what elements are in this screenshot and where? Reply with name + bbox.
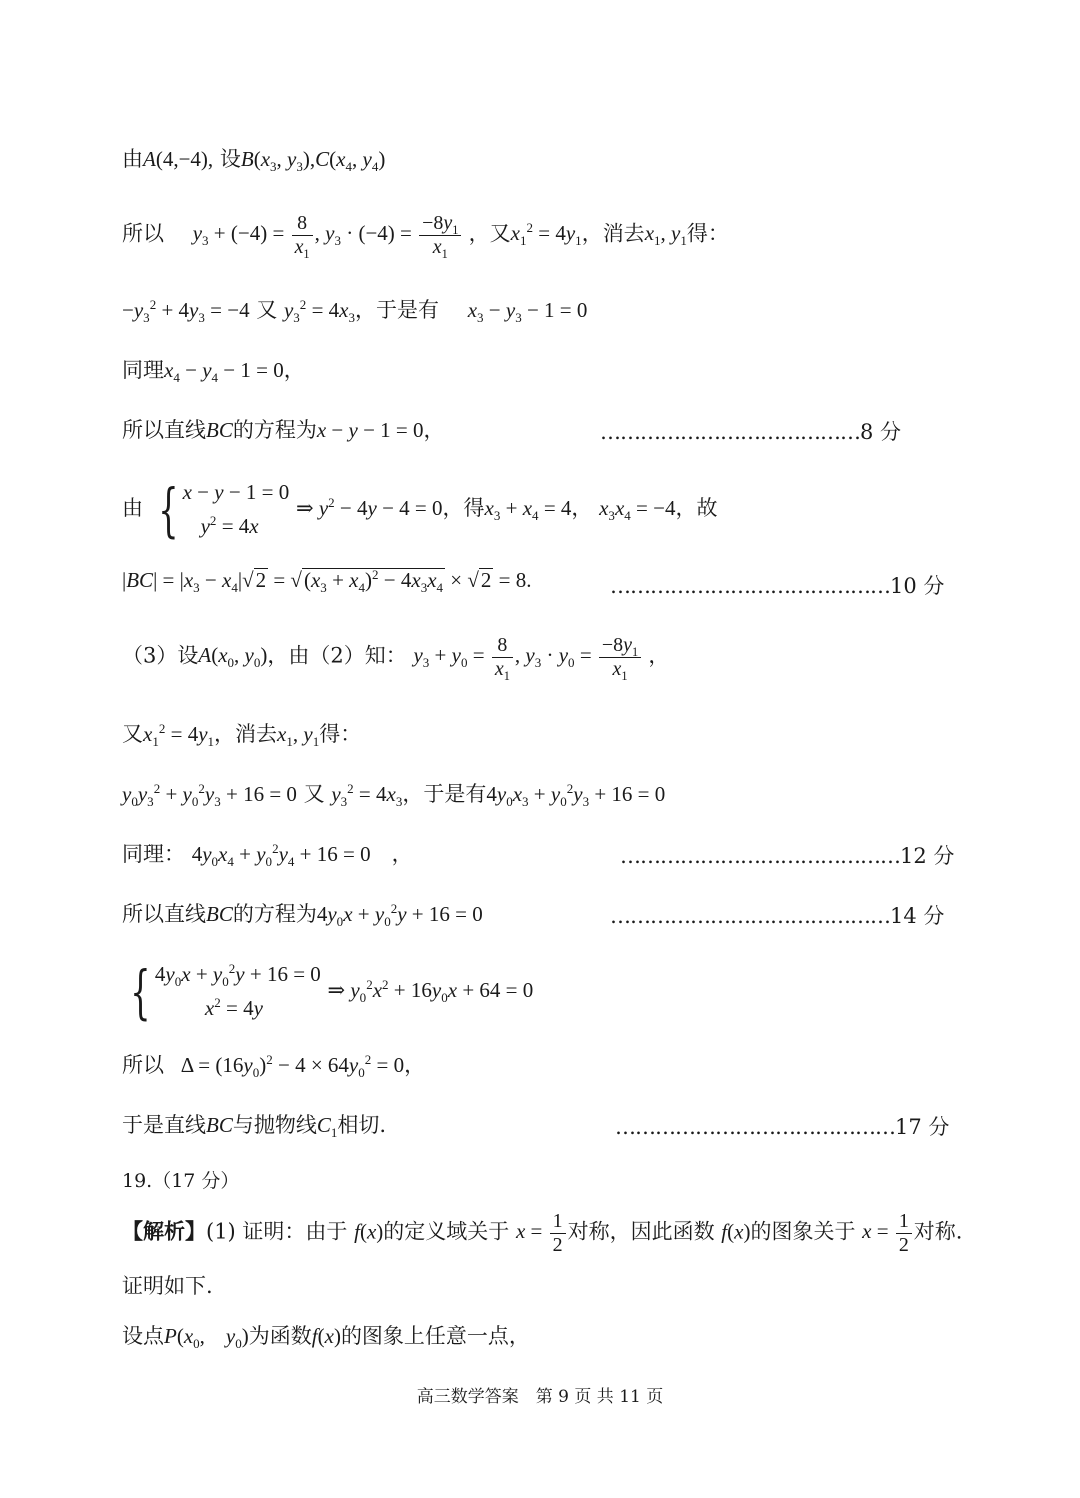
line-system-1: 由 { x − y − 1 = 0 $y^2 = 4x$ ⇒ $y^2 - 4y - 4 = 0$，得$x_3 + x_4 = 4$， $x_3x_4 = -4$，故	[122, 475, 718, 544]
line-point-p: 设点$P(x_0$, $y_0$)为函数f(x)的图象上任意一点，	[122, 1324, 530, 1352]
line-discriminant: 所以 $\Delta = (16y_0)^2 - 4 \times 64y_0^2 = 0$，	[122, 1052, 426, 1081]
fraction: $\frac{1}{2}$	[550, 1210, 566, 1257]
fraction: $\frac{1}{2}$	[896, 1210, 912, 1257]
line-eliminate-2: 又$x_1^2 = 4y_1$，消去$x_1$, $y_1$得：	[122, 721, 362, 750]
score-14: ……………………………………14 分	[610, 904, 945, 928]
page-footer: 高三数学答案 第 9 页 共 11 页	[416, 1387, 664, 1407]
equation-system: $4y_0x + y_0^2y + 16 = 0$ $x^2 = 4y$	[154, 961, 321, 1020]
line-elimination: $-y_3^2 + 4y_3 = -4$ 又 $y_3^2 = 4x_3$，于是有 $x_3 - y_3 - 1 = 0$	[122, 297, 588, 326]
fraction: $\frac{8}{x_1}$	[292, 212, 313, 259]
line-vieta-relations: 所以 $y_3 + (-4)$ = $\frac{8}{x_1}$ , $y_3 \cdot (-4)$ = $\frac{-8y_1}{x_1}$ ，又$x_1^2 = 4y_1$，消去$x_1$, $y_1$得：	[122, 212, 729, 261]
line-similarly: 同理$x_4 - y_4 - 1 = 0$，	[122, 358, 305, 386]
question-19-header: 19.（17 分）	[122, 1170, 240, 1192]
line-system-2: { $4y_0x + y_0^2y + 16 = 0$ $x^2 = 4y$ ⇒ $y_0^2x^2 + 16y_0x + 64 = 0$	[130, 957, 534, 1026]
score-12: ……………………………………12 分	[620, 844, 955, 868]
line-bc-equation-2: 所以直线BC的方程为$4y_0x + y_0^2y + 16 = 0$	[122, 901, 483, 930]
line-similarly-2: 同理： $4y_0x_4 + y_0^2y_4 + 16 = 0$ ，	[122, 841, 413, 870]
score-17: ……………………………………17 分	[615, 1115, 950, 1139]
fraction: $\frac{8}{x_1}$	[492, 634, 513, 681]
fraction: $\frac{-8y_1}{x_1}$	[599, 634, 641, 681]
line-tangent: 于是直线BC与抛物线$C_1$相切.	[122, 1113, 387, 1141]
line-elimination-2: $y_0y_3^2 + y_0^2y_3 + 16 = 0$ 又 $y_3^2 = 4x_3$，于是有$4y_0x_3 + y_0^2y_3 + 16 = 0$	[122, 781, 666, 810]
line-set-points: 由A(4,−4), 设$B(x_3$, $y_3),C(x_4$, $y_4$)	[122, 147, 386, 175]
score-10: ……………………………………10 分	[610, 574, 945, 598]
line-part3: （3）设$A(x_0$, $y_0$)，由（2）知： $y_3 + y_0$ = $\frac{8}{x_1}$ , $y_3 \cdot y_0$ = $\frac{-8y_1}{x_1}$ ，	[122, 634, 670, 683]
line-bc-equation: 所以直线BC的方程为x − y − 1 = 0，	[122, 418, 445, 442]
fraction: $\frac{-8y_1}{x_1}$	[419, 212, 461, 259]
line-proof-below: 证明如下.	[122, 1274, 213, 1298]
line-proof-intro: 【解析】(1) 证明：由于 f(x)的定义域关于 x = $\frac{1}{2}$ 对称，因此函数 f(x)的图象关于 x = $\frac{1}{2}$ 对称.	[122, 1210, 963, 1256]
score-8: …………………………………8 分	[600, 420, 902, 444]
equation-system: x − y − 1 = 0 $y^2 = 4x$	[182, 480, 290, 538]
line-bc-length: $|BC| = |x_3 - x_4|√2 = √(x_3 + x_4)^2 - 4x_3x_4 \times √2 = 8$.	[122, 567, 532, 596]
